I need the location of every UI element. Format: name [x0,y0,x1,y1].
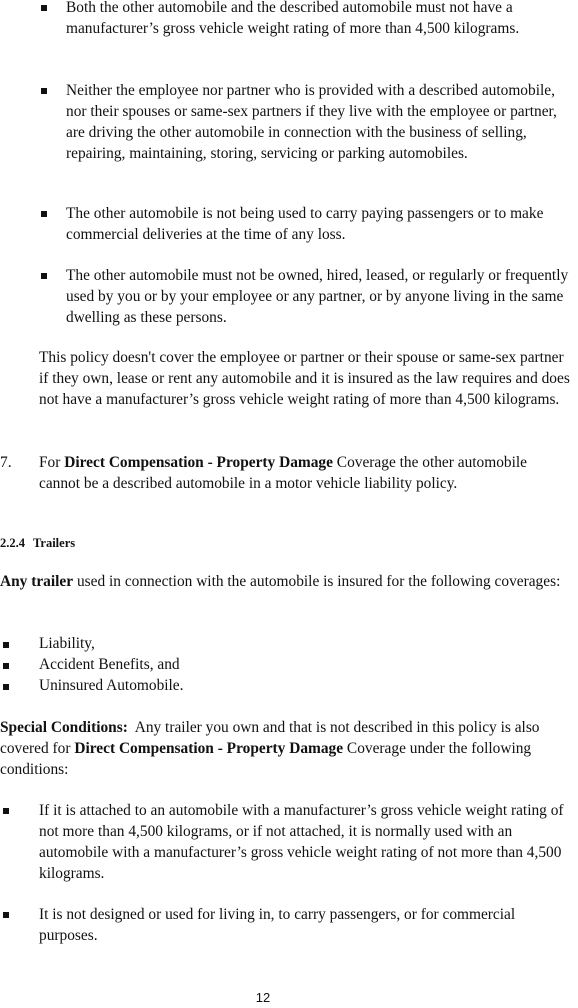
section-title: Trailers [33,536,76,550]
bullet-marker [41,5,47,11]
page-number: 12 [255,990,271,1005]
bullet-marker [41,273,47,279]
bullet-marker [3,684,9,690]
special-text-2: Coverage under the following conditions: [0,740,532,778]
special-bold: Direct Compensation - Property Damage [74,740,344,757]
item-7-text [39,452,569,494]
trailer-intro-bold: Any trailer [0,573,74,590]
special-label: Special Conditions: [0,719,128,736]
bullet-marker [3,663,9,669]
list-item: Neither the employee nor partner who is provided with a described automobile, nor their spouses or same-sex partners if they live with the employee or partner, are driving the other automobile in connection with the business of selling, repairing, maintaining, storing, servicing or parking automobiles. [66,82,557,162]
section-heading [0,533,75,554]
condition-item: If it is attached to an automobile with a manufacturer’s gross vehicle weight rating of not more than 4,500 kilograms, or if not attached, it is normally used with an automobile with a manufacturer’s gross vehicle weight rating of not more than 4,500 kilograms. [39,802,564,882]
section-number: 2.2.4 [0,536,25,550]
trailer-intro [0,571,570,592]
bullet-marker [3,642,9,648]
bullet-marker [3,912,9,918]
coverage-item: Uninsured Automobile. [39,677,184,694]
trailer-intro-rest: used in connection with the automobile is insured for the following coverages: [73,573,561,590]
item-number: 7. [0,454,12,471]
coverage-item: Accident Benefits, and [39,656,180,673]
item-7-bold: Direct Compensation - Property Damage [64,454,333,471]
list-item: The other automobile must not be owned, hired, leased, or regularly or frequently used by you or by your employee or any partner, or by anyone living in the same dwelling as these persons. [66,267,569,326]
special-conditions [0,717,572,780]
item-7-prefix: For [39,454,65,471]
bullet-marker [41,211,47,217]
list-item: Both the other automobile and the described automobile must not have a manufacturer’s gross vehicle weight rating of more than 4,500 kilograms. [66,0,520,37]
list-item: The other automobile is not being used to carry paying passengers or to make commercial deliveries at the time of any loss. [66,205,544,243]
item-7-suffix: Coverage the other automobile cannot be a described automobile in a motor vehicle liability policy. [39,454,527,492]
special-text-1: Any trailer you own and that is not described in this policy is also covered for [0,719,544,757]
coverage-item: Liability, [39,635,95,652]
condition-item: It is not designed or used for living in, to carry passengers, or for commercial purposes. [39,906,516,944]
policy-note: This policy doesn't cover the employee or partner or their spouse or same-sex partner if they own, lease or rent any automobile and it is insured as the law requires and does not have a manufacturer’s gross vehicle weight rating of more than 4,500 kilograms. [39,349,570,408]
bullet-marker [41,88,47,94]
bullet-marker [3,808,9,814]
